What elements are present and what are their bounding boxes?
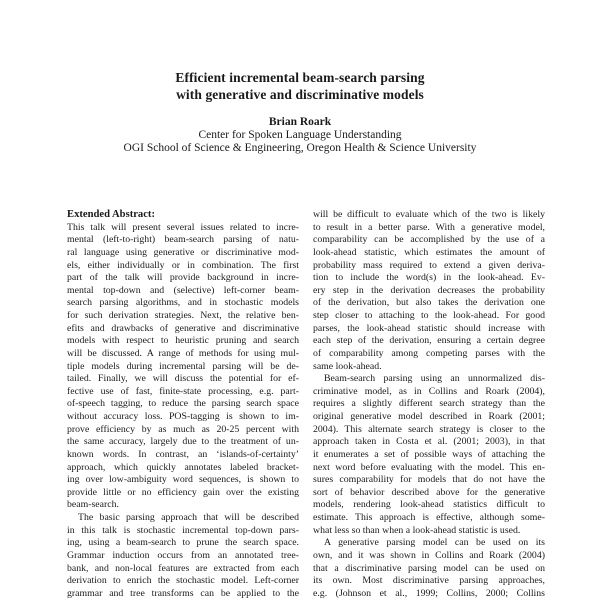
text-line: approach taken in Costa et al. (2001; 2003), in that [313,436,545,448]
text-line: ing, using a beam-search to prune the search space. [67,537,299,549]
text-line: of comparability among competing parses with the [313,347,545,359]
author-name: Brian Roark [268,116,332,128]
text-line: that a discriminative parsing model can be used on [313,562,545,574]
text-line: of the derivation, but also takes the derivation one [313,297,545,309]
text-line: prove efficiency by as much as 20-25 percent with [67,423,299,435]
section-heading: Extended Abstract: [67,209,155,220]
text-line: This talk will present several issues related to incre- [67,221,299,233]
text-line: tiple models during incremental parsing will be de- [67,360,299,372]
text-line: ing over low-ambiguity word sequences, is shown to [67,474,299,486]
paragraph [313,537,545,600]
column-right [313,209,545,600]
paragraph [313,209,545,373]
paragraph [67,512,299,600]
text-line: own, and it was shown in Collins and Roark (2004) [313,549,545,561]
text-line: bank, and non-local features are extracted from each [67,562,299,574]
text-line: will be difficult to evaluate which of the two is likely [313,209,545,220]
paper-title [0,69,600,103]
text-line: it enumerates a set of possible ways of attaching the [313,448,545,460]
text-line: probability mass required to extend a given deriva- [313,259,545,271]
text-line: ral language using generative or discriminative mod- [67,246,299,258]
paper-title-line-2: with generative and discriminative models [176,87,424,102]
text-line: each step of the derivation, ensuring a certain degree [313,335,545,347]
text-line: fective use of fast, finite-state processing, e.g. part- [67,385,299,397]
text-line: tion to include the word(s) in the look-ahead. Ev- [313,272,545,284]
text-line: provide little or no efficiency gain over the existing [67,486,299,498]
text-line: step closer to attaching to the look-ahead. For good [313,310,545,321]
text-line: same look-ahead. [313,360,382,372]
text-line: its own. Most discriminative parsing approaches, [313,575,545,587]
text-line: Grammar induction occurs from an annotated tree- [67,549,299,561]
text-line: e.g. (Johnson et al., 1999; Collins, 2000; Collins [313,587,545,599]
text-line: search parsing algorithms, and in stochastic models [67,297,299,309]
text-line: beam-search. [67,499,119,511]
text-line: requires a slightly different search strategy than the [313,398,545,410]
text-line: derivation to enrich the stochastic model. Left-corner [67,575,299,587]
text-line: models with respect to heuristic pruning and search [67,335,299,347]
text-line: tailed. Finally, we will discuss the potential for ef- [67,373,299,385]
text-line: for such derivation strategies. Next, the relative ben- [67,310,299,321]
text-line: what less so than when a look-ahead statistic is used. [313,524,521,536]
text-line: approach, which quickly annotates labeled bracket- [67,461,299,473]
text-line: of-speech tagging, to reduce the parsing search space [67,398,299,410]
text-line: original generative model described in Roark (2001; [313,411,545,422]
text-line: 2004). This alternate search strategy is closer to the [313,423,545,435]
text-line: models, rendering look-ahead statistics difficult to [313,499,545,511]
text-line: comparability can be accomplished by the use of a [313,234,545,246]
text-line: sures comparability for models that do not have the [313,474,545,486]
text-line: estimate. This approach is effective, although some- [313,512,545,523]
column-left [67,209,299,600]
text-line: Beam-search parsing using an unnormalized dis- [324,373,545,385]
text-line: criminative model, as in Collins and Roark (2004), [313,385,545,397]
text-line: look-ahead statistic, which estimates the amount of [313,246,545,258]
affiliation-line-1: Center for Spoken Language Understanding [198,129,402,141]
text-line: mental top-down and (selective) left-corner beam- [67,284,299,296]
text-line: mental (left-to-right) beam-search parsing of natu- [67,234,299,246]
text-line: The basic parsing approach that will be described [78,512,299,523]
paragraph [313,373,545,537]
text-line: A generative parsing model can be used on its [324,537,545,549]
text-line: the same accuracy, largely due to the treatment of un- [67,436,299,448]
text-line: sort of behavior described above for the generative [313,486,545,498]
text-line: without accuracy loss. POS-tagging is shown to im- [67,411,299,422]
text-line: will be discussed. A range of methods for using mul- [67,347,299,359]
text-line: in this talk is stochastic incremental top-down pars- [67,524,299,536]
affiliation-line-2: OGI School of Science & Engineering, Oregon Health & Science University [123,142,477,154]
text-line: parses, the look-ahead statistic should increase with [313,322,545,334]
abstract-body [67,209,545,600]
paper-title-line-1: Efficient incremental beam-search parsing [175,70,425,85]
text-line: ery step in the derivation decreases the probability [313,284,545,296]
text-line: to result in a better parse. With a generative model, [313,221,545,233]
text-line: known words. In contrast, an ‘islands-of-certainty’ [67,448,299,460]
title-block [0,69,600,155]
text-line: grammar and tree transforms can be applied to the [67,587,299,599]
text-line: efits and drawbacks of generative and discriminative [67,322,299,334]
text-line: part of the talk will provide background in incre- [67,272,299,284]
text-line: next word before evaluating with the model. This en- [313,461,545,473]
paragraph [67,222,299,512]
text-line: els, either individually or in combination. The first [67,259,299,271]
